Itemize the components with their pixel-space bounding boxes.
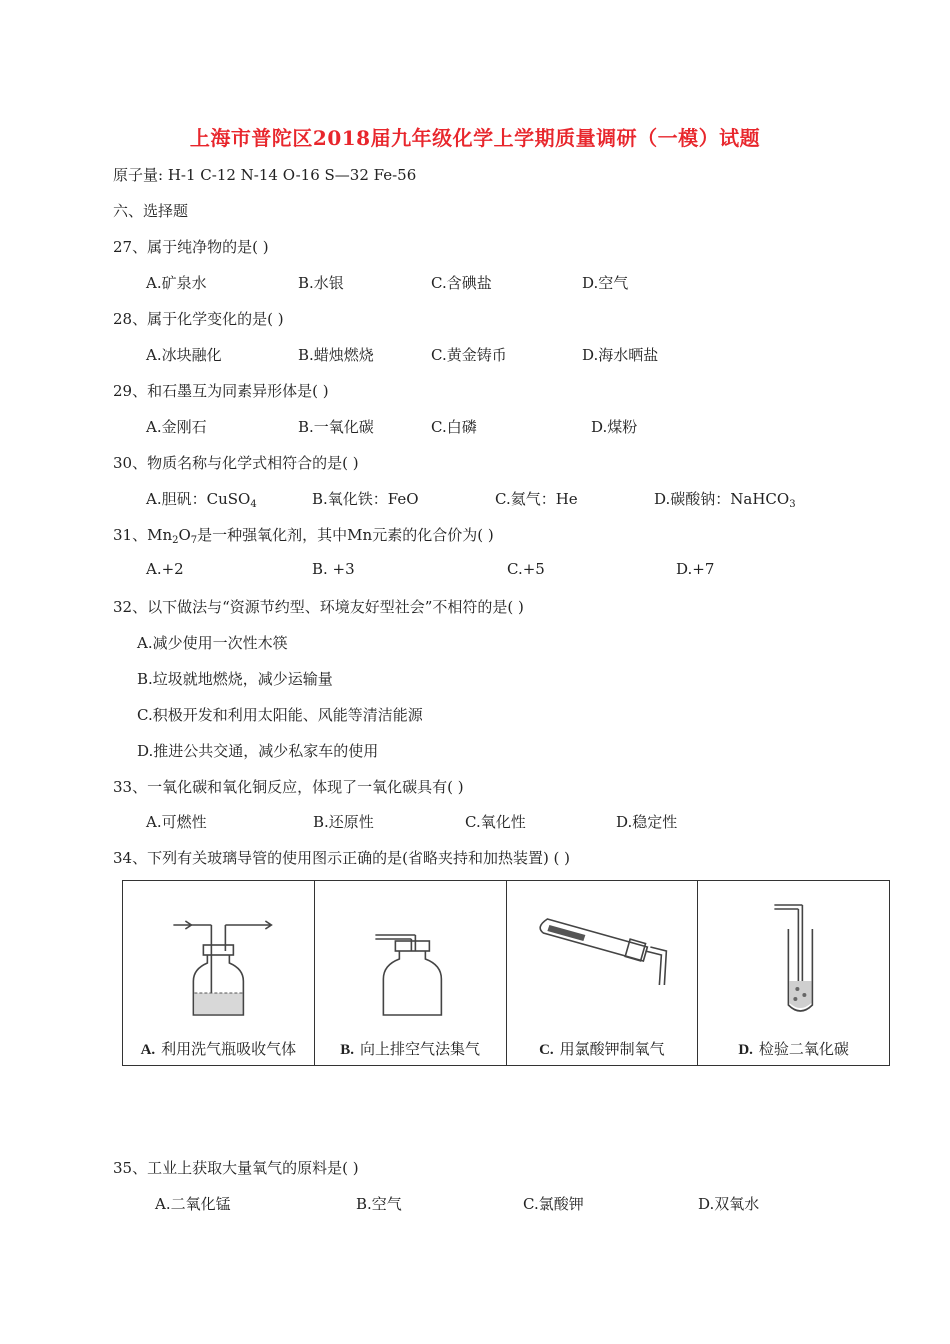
- q31-option-c[interactable]: C.+5: [507, 560, 545, 578]
- q27-option-c[interactable]: C.含碘盐: [431, 274, 492, 292]
- q35-option-c[interactable]: C.氯酸钾: [523, 1195, 584, 1213]
- figure-b[interactable]: [315, 881, 507, 1065]
- atomic-mass-line: 原子量: H-1 C-12 N-14 O-16 S—32 Fe-56: [113, 166, 417, 184]
- q28-option-c[interactable]: C.黄金铸币: [431, 346, 507, 364]
- question-31: 31、$Mn_2O_7$是一种强氧化剂，其中Mn元素的化合价为( ): [113, 526, 494, 546]
- figure-b-caption: B. 向上排空气法集气: [340, 1040, 481, 1058]
- question-28: 28、属于化学变化的是( ): [113, 310, 284, 328]
- question-30: 30、物质名称与化学式相符合的是( ): [113, 454, 359, 472]
- q31-option-d[interactable]: D.+7: [676, 560, 715, 578]
- q33-option-a[interactable]: A.可燃性: [146, 813, 207, 831]
- q33-option-d[interactable]: D.稳定性: [616, 813, 678, 831]
- figure-a-caption: A. 利用洗气瓶吸收气体: [140, 1040, 297, 1058]
- q32-option-c[interactable]: C.积极开发和利用太阳能、风能等清洁能源: [137, 706, 423, 724]
- q29-option-b[interactable]: B.一氧化碳: [298, 418, 374, 436]
- section-heading: 六、选择题: [113, 202, 189, 220]
- q31-option-b[interactable]: B. +3: [312, 560, 355, 578]
- q30-option-c[interactable]: C.氦气：He: [495, 490, 578, 508]
- q31-option-a[interactable]: A.+2: [146, 560, 184, 578]
- question-34: 34、下列有关玻璃导管的使用图示正确的是(省略夹持和加热装置) ( ): [113, 849, 571, 867]
- q29-option-a[interactable]: A.金刚石: [146, 418, 207, 436]
- question-32: 32、以下做法与“资源节约型、环境友好型社会”不相符的是( ): [113, 598, 524, 616]
- question-33: 33、一氧化碳和氧化铜反应，体现了一氧化碳具有( ): [113, 778, 464, 796]
- q32-option-a[interactable]: A.减少使用一次性木筷: [137, 634, 288, 652]
- q35-option-b[interactable]: B.空气: [356, 1195, 402, 1213]
- figure-a[interactable]: [123, 881, 315, 1065]
- test-tube-heating-icon: [507, 889, 698, 1019]
- question-29: 29、和石墨互为同素异形体是( ): [113, 382, 329, 400]
- figure-c-caption: C. 用氯酸钾制氧气: [539, 1040, 665, 1058]
- q33-option-b[interactable]: B.还原性: [313, 813, 374, 831]
- q35-option-a[interactable]: A.二氧化锰: [155, 1195, 231, 1213]
- gas-collecting-bottle-icon: [315, 889, 506, 1019]
- apparatus-figure-table: [122, 880, 890, 1066]
- figure-c[interactable]: [507, 881, 699, 1065]
- exam-title: 上海市普陀区2018届九年级化学上学期质量调研（一模）试题: [189, 126, 761, 150]
- co2-test-tube-icon: [698, 889, 889, 1019]
- q27-option-a[interactable]: A.矿泉水: [146, 274, 207, 292]
- question-35: 35、工业上获取大量氧气的原料是( ): [113, 1159, 359, 1177]
- q27-option-d[interactable]: D.空气: [582, 274, 629, 292]
- q30-option-b[interactable]: B.氧化铁：FeO: [312, 490, 419, 508]
- q35-option-d[interactable]: D.双氧水: [698, 1195, 760, 1213]
- q27-option-b[interactable]: B.水银: [298, 274, 344, 292]
- q33-option-c[interactable]: C.氧化性: [465, 813, 526, 831]
- q28-option-b[interactable]: B.蜡烛燃烧: [298, 346, 374, 364]
- figure-d[interactable]: [698, 881, 889, 1065]
- q29-option-d[interactable]: D.煤粉: [591, 418, 638, 436]
- q28-option-a[interactable]: A.冰块融化: [146, 346, 222, 364]
- figure-d-caption: D. 检验二氧化碳: [738, 1040, 849, 1058]
- question-27: 27、属于纯净物的是( ): [113, 238, 269, 256]
- gas-washing-bottle-icon: [123, 889, 314, 1019]
- q32-option-b[interactable]: B.垃圾就地燃烧，减少运输量: [137, 670, 333, 688]
- q30-option-a[interactable]: A.胆矾：CuSO$_4$: [146, 490, 257, 510]
- q29-option-c[interactable]: C.白磷: [431, 418, 477, 436]
- q30-option-d[interactable]: D.碳酸钠：NaHCO$_3$: [654, 490, 796, 510]
- q28-option-d[interactable]: D.海水晒盐: [582, 346, 659, 364]
- q32-option-d[interactable]: D.推进公共交通，减少私家车的使用: [137, 742, 379, 760]
